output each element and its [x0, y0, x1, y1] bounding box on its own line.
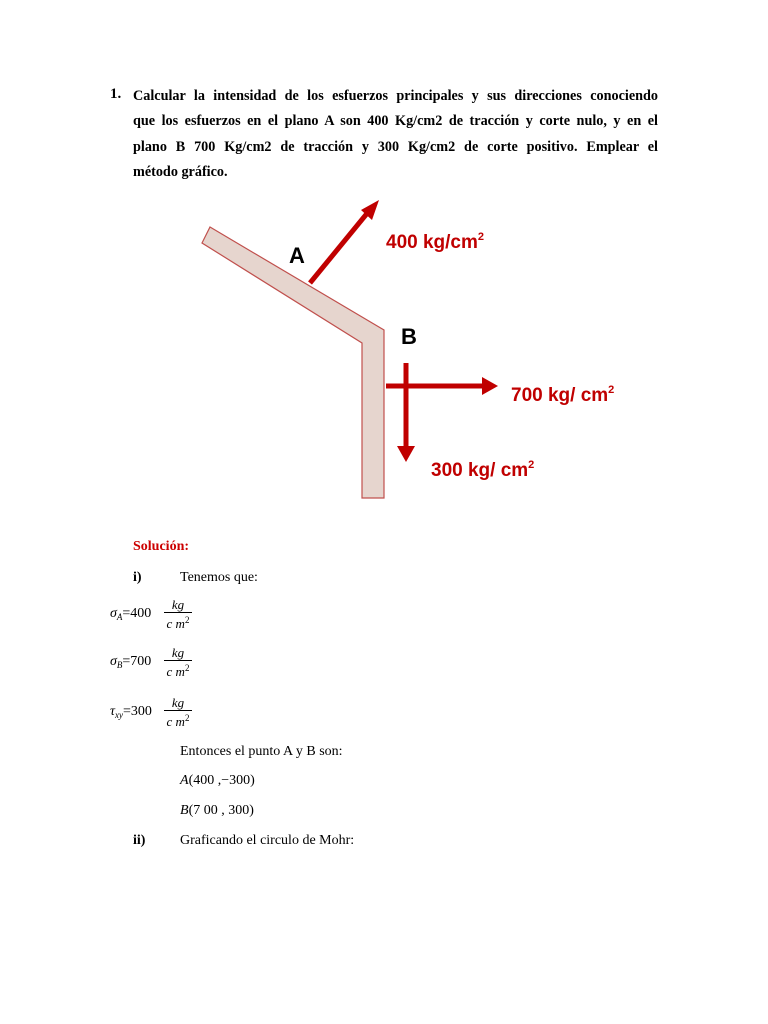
arrow-b-shear [397, 363, 415, 462]
label-b: B [401, 324, 417, 349]
problem-line-4: método gráfico. [133, 164, 228, 181]
step2-text: Graficando el circulo de Mohr: [180, 833, 355, 848]
label-a: A [289, 243, 305, 268]
problem-statement [133, 84, 658, 186]
problem-number: 1. [110, 86, 122, 102]
point-b: B(7 00 , 300) [180, 803, 254, 818]
arrow-b-normal [386, 377, 498, 395]
arrow-a [310, 200, 379, 283]
fraction-kg-cm2: kg c $m^2$ [164, 696, 192, 728]
step2-label: ii) [133, 833, 146, 848]
point-a: A(400 ,−300) [180, 773, 255, 788]
problem-line-1: Calcular la intensidad de los esfuerzos principales y sus direcciones conociendo [133, 88, 658, 104]
step1-label: i) [133, 570, 142, 585]
force-b-shear-label: 300 kg/ $cm^2$ [431, 459, 535, 481]
solution-heading: Solución: [133, 539, 190, 554]
stress-diagram [0, 190, 768, 510]
equation-tau-xy: $\tau_{xy}=300$ [110, 704, 152, 720]
force-a-label: 400 $kg/cm^2$ [386, 231, 485, 253]
fraction-kg-cm2: kg c $m^2$ [164, 598, 192, 630]
fraction-kg-cm2: kg c $m^2$ [164, 646, 192, 678]
equation-sigma-b: $\sigma_B=700$ [110, 654, 152, 670]
equation-sigma-a: $\sigma_A=400$ [110, 606, 152, 622]
problem-line-3: plano B 700 Kg/cm2 de tracción y 300 Kg/cm2 de corte positivo. Emplear el [133, 138, 658, 155]
points-intro: Entonces el punto A y B son: [180, 744, 343, 759]
force-b-normal-label: 700 kg/ $cm^2$ [511, 384, 615, 406]
problem-line-2: que los esfuerzos en el plano A son 400 Kg/cm2 de tracción y corte nulo, y en el [133, 113, 658, 130]
step1-text: Tenemos que: [180, 570, 258, 585]
